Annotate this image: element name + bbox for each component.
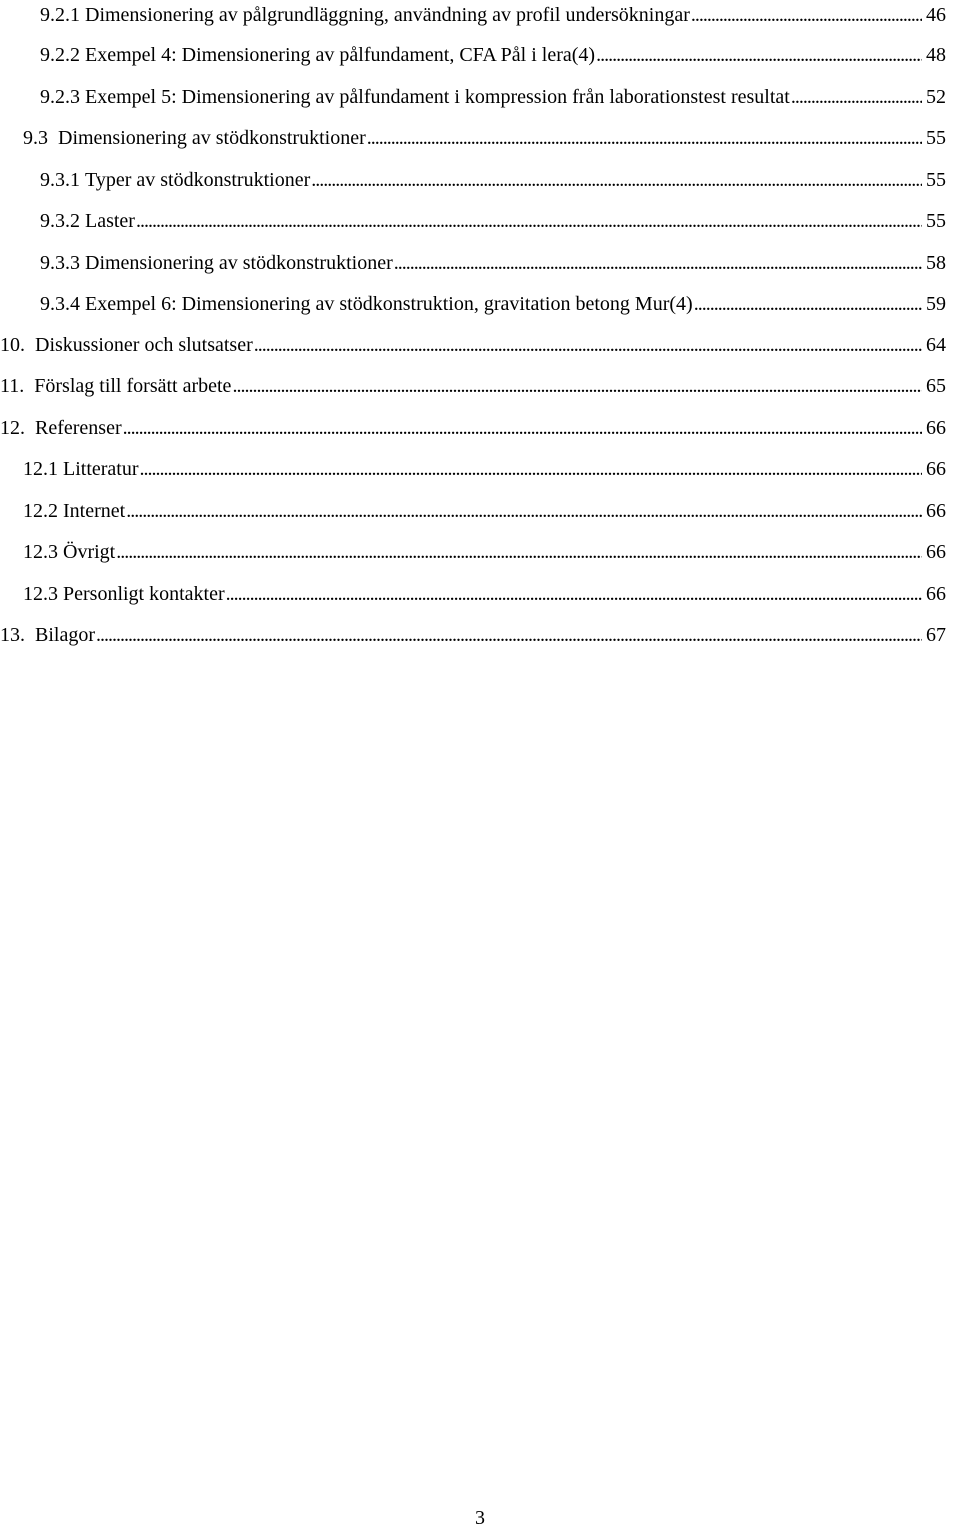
toc-entry-page: 66 — [926, 417, 946, 439]
toc-entry-title: Personligt kontakter — [63, 583, 225, 605]
toc-entry-number: 12. — [0, 417, 25, 439]
toc-entry-number: 13. — [0, 624, 25, 646]
page-number: 3 — [475, 1507, 485, 1529]
toc-entry-number: 9.3.2 — [40, 210, 80, 232]
toc-entry-number: 9.2.2 — [40, 44, 80, 66]
toc-dot-leader — [311, 165, 922, 195]
toc-dot-leader — [116, 537, 922, 567]
toc-entry-page: 52 — [926, 86, 946, 108]
toc-entry[interactable] — [23, 579, 946, 609]
toc-entry-title: Litteratur — [63, 458, 139, 480]
toc-entry-title: Laster — [85, 210, 135, 232]
toc-entry-title: Dimensionering av stödkonstruktioner — [58, 127, 366, 149]
toc-entry[interactable] — [0, 413, 946, 443]
toc-entry[interactable] — [40, 0, 946, 30]
toc-entry-page: 66 — [926, 583, 946, 605]
toc-entry-number: 12.2 — [23, 500, 58, 522]
toc-entry-number: 10. — [0, 334, 25, 356]
toc-entry-number: 11. — [0, 375, 25, 397]
toc-entry-page: 58 — [926, 252, 946, 274]
toc-dot-leader — [596, 40, 922, 70]
toc-dot-leader — [367, 123, 922, 153]
toc-entry[interactable] — [40, 248, 946, 278]
toc-entry-title: Typer av stödkonstruktioner — [85, 169, 311, 191]
toc-entry-page: 65 — [926, 375, 946, 397]
toc-dot-leader — [791, 82, 922, 112]
toc-entry[interactable] — [40, 82, 946, 112]
toc-dot-leader — [254, 330, 922, 360]
toc-entry-page: 67 — [926, 624, 946, 646]
toc-entry-number: 12.1 — [23, 458, 58, 480]
toc-entry-page: 55 — [926, 169, 946, 191]
toc-dot-leader — [691, 0, 922, 30]
toc-entry[interactable] — [40, 289, 946, 319]
toc-entry-page: 55 — [926, 210, 946, 232]
toc-entry[interactable] — [40, 40, 946, 70]
toc-entry[interactable] — [0, 371, 946, 401]
toc-dot-leader — [123, 413, 922, 443]
toc-entry[interactable] — [23, 454, 946, 484]
toc-entry-title: Exempel 6: Dimensionering av stödkonstruktion, gravitation betong Mur(4) — [85, 293, 693, 315]
toc-entry-number: 9.2.3 — [40, 86, 80, 108]
toc-entry[interactable] — [23, 123, 946, 153]
toc-entry-number: 12.3 — [23, 541, 58, 563]
toc-entry[interactable] — [40, 206, 946, 236]
toc-entry-title: Förslag till forsätt arbete — [34, 375, 232, 397]
toc-entry-title: Referenser — [35, 417, 122, 439]
toc-entry-page: 55 — [926, 127, 946, 149]
toc-dot-leader — [140, 454, 922, 484]
toc-dot-leader — [694, 289, 922, 319]
toc-entry[interactable] — [0, 620, 946, 650]
toc-entry-title: Exempel 5: Dimensionering av pålfundament i kompression från laborationstest resultat — [85, 86, 790, 108]
toc-entry-number: 9.3 — [23, 127, 48, 149]
toc-entry-page: 66 — [926, 458, 946, 480]
toc-entry-page: 48 — [926, 44, 946, 66]
toc-entry-number: 9.2.1 — [40, 4, 80, 26]
toc-dot-leader — [394, 248, 922, 278]
toc-entry-number: 9.3.3 — [40, 252, 80, 274]
toc-dot-leader — [136, 206, 922, 236]
toc-entry-title: Exempel 4: Dimensionering av pålfundament, CFA Pål i lera(4) — [85, 44, 596, 66]
toc-entry-title: Dimensionering av stödkonstruktioner — [85, 252, 393, 274]
toc-entry-page: 46 — [926, 4, 946, 26]
toc-entry-page: 59 — [926, 293, 946, 315]
toc-entry-title: Bilagor — [35, 624, 95, 646]
toc-entry-number: 9.3.1 — [40, 169, 80, 191]
toc-entry[interactable] — [40, 165, 946, 195]
toc-entry-page: 66 — [926, 541, 946, 563]
toc-entry-title: Internet — [63, 500, 126, 522]
toc-entry-title: Diskussioner och slutsatser — [35, 334, 253, 356]
toc-dot-leader — [96, 620, 922, 650]
toc-entry-number: 12.3 — [23, 583, 58, 605]
toc-entry-number: 9.3.4 — [40, 293, 80, 315]
toc-entry-title: Dimensionering av pålgrundläggning, användning av profil undersökningar — [85, 4, 690, 26]
toc-dot-leader — [126, 496, 922, 526]
toc-dot-leader — [232, 371, 922, 401]
toc-entry-title: Övrigt — [63, 541, 116, 563]
toc-entry[interactable] — [23, 496, 946, 526]
toc-entry[interactable] — [0, 330, 946, 360]
toc-entry-page: 64 — [926, 334, 946, 356]
toc-dot-leader — [226, 579, 922, 609]
toc-entry-page: 66 — [926, 500, 946, 522]
toc-entry[interactable] — [23, 537, 946, 567]
